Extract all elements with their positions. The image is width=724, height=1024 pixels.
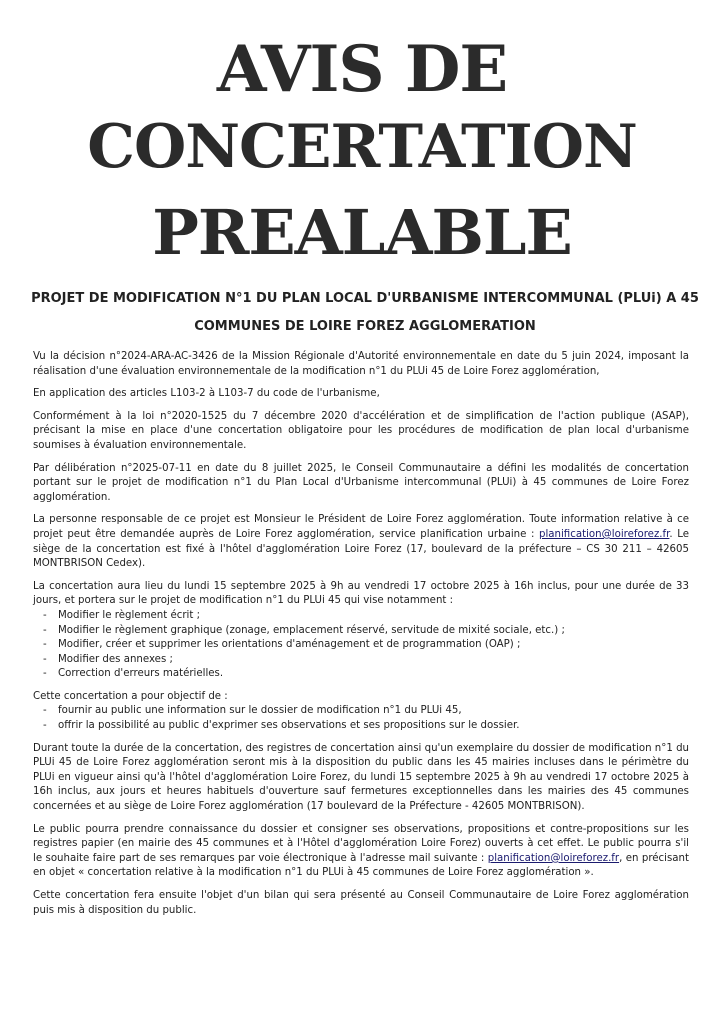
list-item: - Modifier le règlement écrit ;: [33, 609, 689, 624]
responsible-text-end: . Le siège de la concertation est fixé à l'hôtel d'agglomération Loire Forez (17, boulevard de la préfecture – CS 30 211 – 42605 MONTBRISON Cedex).: [33, 528, 689, 570]
project-subtitle: PROJET DE MODIFICATION N°1 DU PLAN LOCAL D'URBANISME INTERCOMMUNAL (PLUi) A 45 COMMUNES DE LOIRE FOREZ AGGLOMERATION: [31, 291, 699, 334]
modification-list: [33, 609, 689, 682]
paragraph-law: Conformément à la loi n°2020-1525 du 7 décembre 2020 d'accélération et de simplification de l'action publique (ASAP), précisant la mise en place d'une concertation obligatoire pour les procédures de modification de plan local d'urbanisme soumises à évaluation environnementale.: [33, 410, 689, 451]
email-link[interactable]: planification@loireforez.fr: [538, 528, 670, 540]
list-item: - Modifier des annexes ;: [33, 653, 689, 668]
list-item: - offrir la possibilité au public d'exprimer ses observations et ses propositions sur le dossier.: [33, 719, 689, 734]
paragraph-responsible: [33, 513, 689, 571]
title-line-2: CONCERTATION: [87, 112, 637, 182]
title-line-1: AVIS DE: [216, 32, 508, 107]
paragraph-public: [33, 823, 689, 881]
paragraph-registers: Durant toute la durée de la concertation, des registres de concertation ainsi qu'un exemplaire du dossier de modification n°1 du PLUi 45 de Loire Forez agglomération seront mis à la disposition du public dans les 45 mairies incluses dans le périmètre du PLUi en vigueur ainsi qu'à l'hôtel d'agglomération Loire Forez, du lundi 15 septembre 2025 à 9h au vendredi 17 octobre 2025 à 16h inclus, aux jours et heures habituels d'ouverture sauf fermetures exceptionnelles dans les mairies des 45 communes concernées et au siège de Loire Forez agglomération (17 boulevard de la Préfecture - 42605 MONTBRISON).: [33, 742, 689, 813]
list-item: - Modifier, créer et supprimer les orientations d'aménagement et de programmation (OAP) ;: [33, 638, 689, 653]
list-item: - Modifier le règlement graphique (zonage, emplacement réservé, servitude de mixité sociale, etc.) ;: [33, 624, 689, 639]
paragraph-objective: Cette concertation a pour objectif de :: [33, 690, 228, 702]
title-line-3: PREALABLE: [152, 196, 572, 269]
paragraph-decision: Vu la décision n°2024-ARA-AC-3426 de la Mission Régionale d'Autorité environnementale en date du 5 juin 2024, imposant la réalisation d'une évaluation environnementale de la modification n°1 du PLUi 45 de Loire Forez agglomération,: [33, 351, 689, 377]
list-item: - Correction d'erreurs matérielles.: [33, 667, 689, 682]
responsible-text: La personne responsable de ce projet est Monsieur le Président de Loire Forez agglomération. Toute information relative à ce projet peut être demandée auprès de Loire Forez agglomération, service planification urbaine :: [33, 514, 689, 540]
paragraph-articles: En application des articles L103-2 à L103-7 du code de l'urbanisme,: [33, 388, 380, 400]
notice-body: [33, 350, 689, 926]
paragraph-deliberation: Par délibération n°2025-07-11 en date du 8 juillet 2025, le Conseil Communautaire a défini les modalités de concertation portant sur le projet de modification n°1 du Plan Local d'Urbanisme intercommunal (PLUi) à 45 communes de Loire Forez agglomération.: [33, 462, 689, 503]
list-item: - fournir au public une information sur le dossier de modification n°1 du PLUi 45,: [33, 704, 689, 719]
public-text-end: , en précisant en objet « concertation relative à la modification n°1 du PLUi à 45 communes de Loire Forez agglomération ».: [33, 852, 689, 879]
public-text: Le public pourra prendre connaissance du dossier et consigner ses observations, propositions et contre-propositions sur les registres papier (en mairie des 45 communes et à l'Hôtel d'agglomération Loire Forez) ouverts à cet effet. Le public pourra s'il le souhaite faire part de ses remarques par voie électronique à l'adresse mail suivante :: [33, 823, 689, 864]
paragraph-conclusion: Cette concertation fera ensuite l'objet d'un bilan qui sera présenté au Conseil Communautaire de Loire Forez agglomération puis mis à disposition du public.: [33, 890, 689, 916]
objective-list: [33, 704, 689, 733]
email-link[interactable]: planification@loireforez.fr: [487, 852, 620, 864]
paragraph-dates: La concertation aura lieu du lundi 15 septembre 2025 à 9h au vendredi 17 octobre 2025 à 16h inclus, pour une durée de 33 jours, et portera sur le projet de modification n°1 du PLUi 45 qui vise notamment :: [33, 580, 689, 607]
